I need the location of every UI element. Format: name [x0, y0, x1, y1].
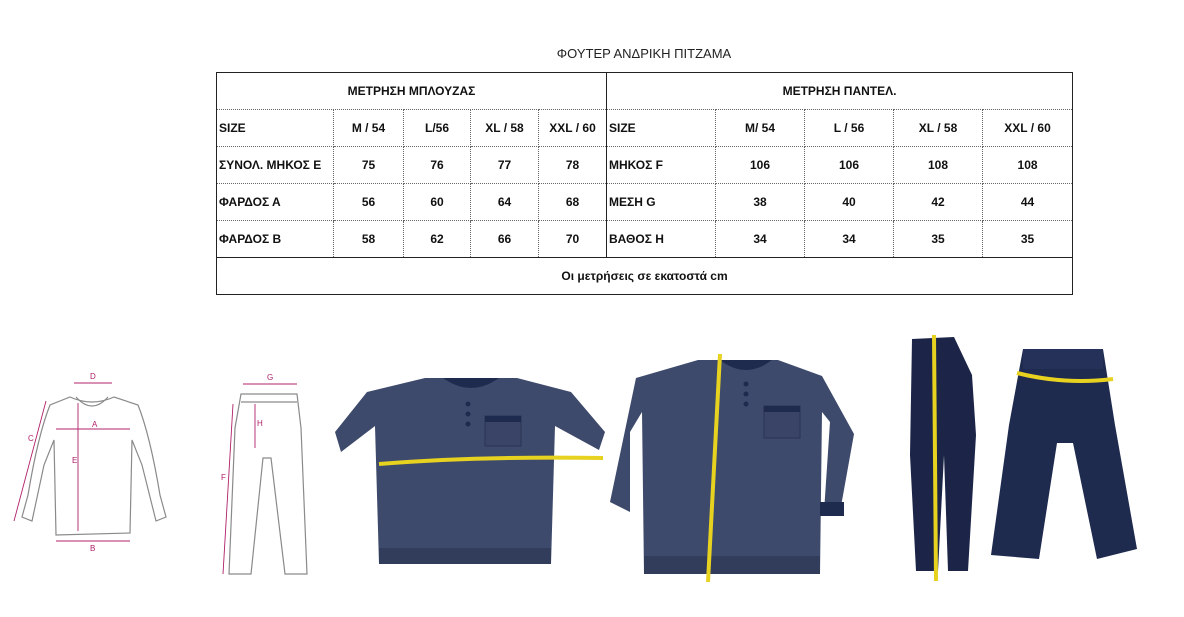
shirt-measure-header: ΜΕΤΡΗΣΗ ΜΠΛΟΥΖΑΣ: [217, 73, 607, 110]
table-cell: 70: [539, 221, 607, 258]
diagram-label-d: D: [90, 372, 96, 381]
table-cell: 75: [334, 147, 404, 184]
pants-sketch-diagram: [215, 368, 315, 578]
table-cell: 78: [539, 147, 607, 184]
table-cell: 66: [471, 221, 539, 258]
table-cell: XL / 58: [471, 110, 539, 147]
diagram-label-f: F: [221, 473, 226, 482]
table-cell: 106: [716, 147, 805, 184]
table-cell: XL / 58: [894, 110, 983, 147]
diagram-label-e: E: [72, 456, 78, 465]
table-row: [217, 147, 1073, 184]
table-cell: 64: [471, 184, 539, 221]
shirt-sketch-diagram: [10, 345, 180, 555]
table-cell: 38: [716, 184, 805, 221]
table-cell: 77: [471, 147, 539, 184]
table-cell: 40: [805, 184, 894, 221]
shirt-width-photo: [335, 372, 607, 572]
table-cell: XXL / 60: [983, 110, 1073, 147]
table-cell: 56: [334, 184, 404, 221]
diagram-label-c: C: [28, 434, 34, 443]
pants-measure-header: ΜΕΤΡΗΣΗ ΠΑΝΤΕΛ.: [607, 73, 1073, 110]
pants-front-photo: [985, 345, 1143, 575]
diagram-label-b: B: [90, 544, 96, 553]
table-cell: L/56: [404, 110, 471, 147]
table-cell: 44: [983, 184, 1073, 221]
size-table: [216, 72, 1073, 295]
diagram-label-g: G: [267, 373, 274, 382]
table-cell: 68: [539, 184, 607, 221]
table-cell: 62: [404, 221, 471, 258]
table-cell: 35: [894, 221, 983, 258]
pants-side-photo: [908, 335, 980, 583]
shirt-length-photo: [608, 352, 858, 584]
table-cell: 42: [894, 184, 983, 221]
diagram-label-h: H: [257, 419, 263, 428]
diagram-label-a: A: [92, 420, 98, 429]
shirt-row-label: ΦΑΡΔΟΣ Β: [217, 221, 334, 258]
table-cell: 108: [983, 147, 1073, 184]
pants-row-label: ΒΑΘΟΣ Η: [607, 221, 716, 258]
table-cell: M / 54: [334, 110, 404, 147]
shirt-row-label: ΦΑΡΔΟΣ Α: [217, 184, 334, 221]
table-cell: 58: [334, 221, 404, 258]
table-cell: 108: [894, 147, 983, 184]
table-cell: 34: [716, 221, 805, 258]
shirt-row-label: ΣΥΝΟΛ. ΜΗΚΟΣ Ε: [217, 147, 334, 184]
table-row: [217, 184, 1073, 221]
table-row: [217, 110, 1073, 147]
table-cell: 60: [404, 184, 471, 221]
table-cell: XXL / 60: [539, 110, 607, 147]
pants-row-label: ΜΕΣΗ G: [607, 184, 716, 221]
units-note: Οι μετρήσεις σε εκατοστά cm: [217, 258, 1073, 295]
table-cell: 106: [805, 147, 894, 184]
table-cell: 76: [404, 147, 471, 184]
table-cell: M/ 54: [716, 110, 805, 147]
table-row: [217, 221, 1073, 258]
table-cell: 35: [983, 221, 1073, 258]
pants-row-label: ΜΗΚΟΣ F: [607, 147, 716, 184]
pants-row-label: SIZE: [607, 110, 716, 147]
table-cell: L / 56: [805, 110, 894, 147]
shirt-row-label: SIZE: [217, 110, 334, 147]
table-cell: 34: [805, 221, 894, 258]
page-title: ΦΟΥΤΕΡ ΑΝΔΡΙΚΗ ΠΙΤΖΑΜΑ: [556, 46, 732, 61]
